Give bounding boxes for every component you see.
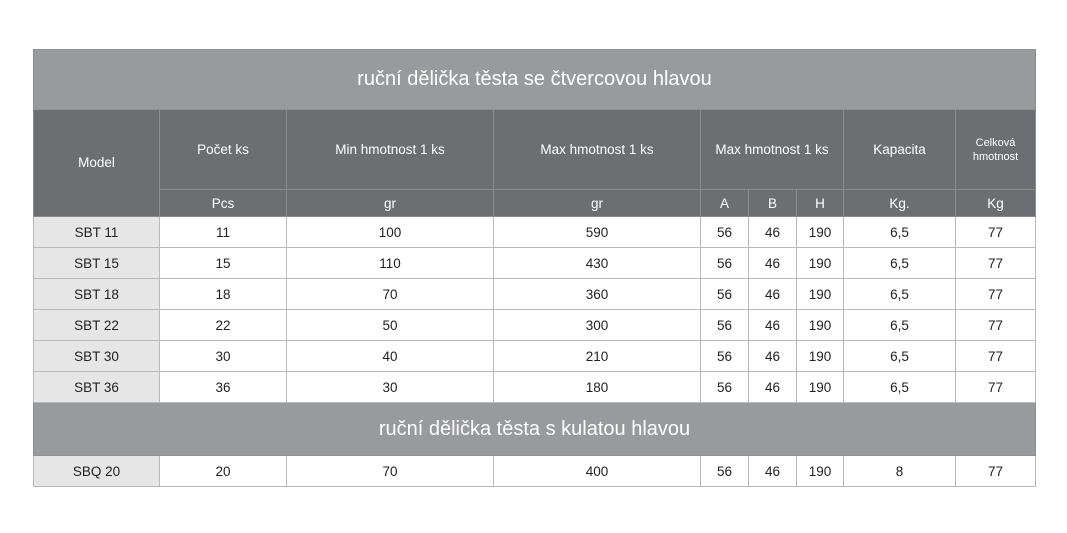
cell-dim-h: 190 [797, 310, 844, 341]
cell-model: SBT 36 [34, 372, 160, 403]
unit-h: H [797, 190, 844, 217]
cell-max-weight: 430 [494, 248, 701, 279]
cell-model: SBT 30 [34, 341, 160, 372]
cell-min-weight: 70 [287, 456, 494, 487]
cell-total-weight: 77 [956, 279, 1036, 310]
cell-dim-a: 56 [701, 372, 749, 403]
cell-dim-b: 46 [749, 279, 797, 310]
cell-capacity: 6,5 [844, 341, 956, 372]
cell-max-weight: 300 [494, 310, 701, 341]
cell-dim-h: 190 [797, 217, 844, 248]
table-row [34, 341, 1036, 372]
header-max-weight: Max hmotnost 1 ks [494, 110, 701, 190]
header-min-weight: Min hmotnost 1 ks [287, 110, 494, 190]
cell-capacity: 6,5 [844, 310, 956, 341]
cell-capacity: 6,5 [844, 279, 956, 310]
cell-count: 22 [160, 310, 287, 341]
cell-dim-a: 56 [701, 341, 749, 372]
cell-count: 11 [160, 217, 287, 248]
header-model: Model [34, 110, 160, 217]
header-capacity: Kapacita [844, 110, 956, 190]
table-title-square: ruční dělička těsta se čtvercovou hlavou [34, 50, 1036, 110]
cell-dim-b: 46 [749, 310, 797, 341]
cell-total-weight: 77 [956, 456, 1036, 487]
table-row [34, 248, 1036, 279]
cell-min-weight: 70 [287, 279, 494, 310]
cell-count: 36 [160, 372, 287, 403]
cell-dim-a: 56 [701, 310, 749, 341]
cell-model: SBT 22 [34, 310, 160, 341]
cell-dim-h: 190 [797, 456, 844, 487]
cell-count: 30 [160, 341, 287, 372]
cell-dim-a: 56 [701, 279, 749, 310]
cell-model: SBQ 20 [34, 456, 160, 487]
cell-model: SBT 15 [34, 248, 160, 279]
cell-count: 15 [160, 248, 287, 279]
cell-min-weight: 50 [287, 310, 494, 341]
cell-dim-b: 46 [749, 456, 797, 487]
cell-max-weight: 210 [494, 341, 701, 372]
unit-count: Pcs [160, 190, 287, 217]
table-row [34, 279, 1036, 310]
cell-dim-a: 56 [701, 248, 749, 279]
cell-total-weight: 77 [956, 341, 1036, 372]
unit-capacity: Kg. [844, 190, 956, 217]
cell-capacity: 6,5 [844, 217, 956, 248]
cell-capacity: 6,5 [844, 372, 956, 403]
cell-model: SBT 18 [34, 279, 160, 310]
cell-min-weight: 30 [287, 372, 494, 403]
cell-max-weight: 400 [494, 456, 701, 487]
cell-max-weight: 180 [494, 372, 701, 403]
table-title-round: ruční dělička těsta s kulatou hlavou [34, 403, 1036, 456]
cell-count: 20 [160, 456, 287, 487]
cell-capacity: 6,5 [844, 248, 956, 279]
cell-dim-b: 46 [749, 341, 797, 372]
cell-dim-h: 190 [797, 279, 844, 310]
cell-total-weight: 77 [956, 248, 1036, 279]
header-total-weight: Celková hmotnost [956, 110, 1036, 190]
cell-model: SBT 11 [34, 217, 160, 248]
header-max-dimensions: Max hmotnost 1 ks [701, 110, 844, 190]
cell-dim-a: 56 [701, 456, 749, 487]
cell-dim-b: 46 [749, 248, 797, 279]
unit-a: A [701, 190, 749, 217]
cell-max-weight: 360 [494, 279, 701, 310]
product-table [33, 49, 1036, 487]
cell-count: 18 [160, 279, 287, 310]
unit-total-weight: Kg [956, 190, 1036, 217]
cell-dim-h: 190 [797, 341, 844, 372]
unit-min-weight: gr [287, 190, 494, 217]
cell-min-weight: 40 [287, 341, 494, 372]
square-head-rows [34, 217, 1036, 403]
product-table-container [33, 49, 1035, 487]
cell-dim-a: 56 [701, 217, 749, 248]
cell-total-weight: 77 [956, 217, 1036, 248]
cell-dim-b: 46 [749, 217, 797, 248]
table-row [34, 372, 1036, 403]
round-head-rows [34, 456, 1036, 487]
unit-b: B [749, 190, 797, 217]
table-row [34, 456, 1036, 487]
cell-dim-h: 190 [797, 372, 844, 403]
header-count: Počet ks [160, 110, 287, 190]
cell-dim-b: 46 [749, 372, 797, 403]
cell-max-weight: 590 [494, 217, 701, 248]
table-row [34, 217, 1036, 248]
unit-max-weight: gr [494, 190, 701, 217]
cell-min-weight: 100 [287, 217, 494, 248]
cell-capacity: 8 [844, 456, 956, 487]
table-row [34, 310, 1036, 341]
cell-total-weight: 77 [956, 372, 1036, 403]
cell-dim-h: 190 [797, 248, 844, 279]
cell-min-weight: 110 [287, 248, 494, 279]
cell-total-weight: 77 [956, 310, 1036, 341]
